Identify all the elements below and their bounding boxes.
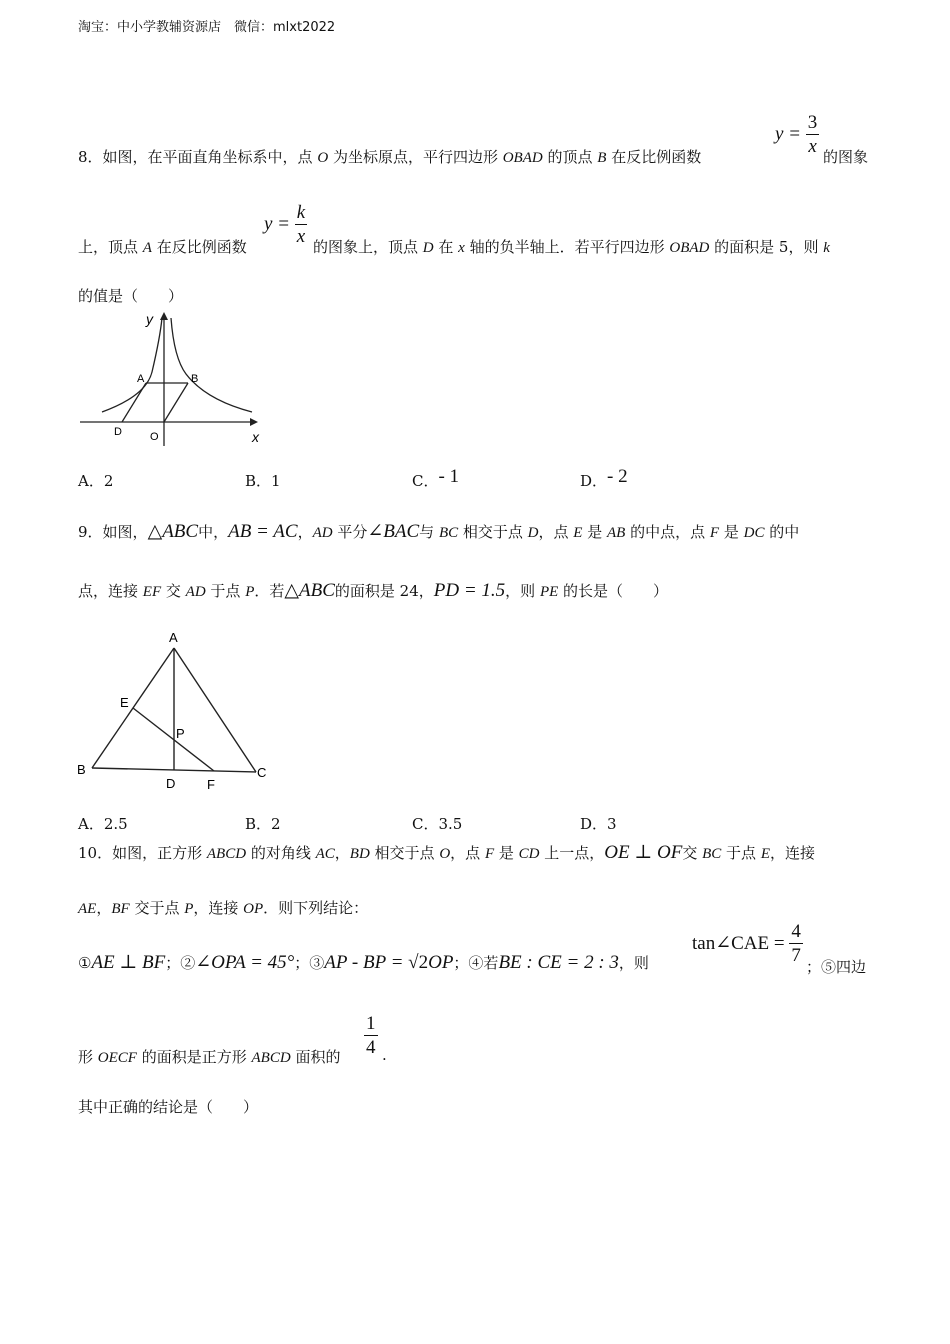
q10-tan-expression: tan∠CAE = $\frac{4}{7}$ bbox=[692, 921, 801, 966]
question-number: 9． bbox=[78, 523, 103, 541]
point-A-label: A bbox=[169, 630, 178, 645]
q9-option-d[interactable]: D．3 bbox=[580, 815, 617, 833]
q10-line-1: 10．如图，正方形 ABCD 的对角线 AC，BD 相交于点 O，点 F 是 CD 上一点，OE ⊥ OF交 BC 于点 E，连接 bbox=[78, 842, 816, 863]
point-E-label: E bbox=[120, 695, 129, 710]
q9-option-a[interactable]: A．2.5 bbox=[78, 815, 128, 833]
y-axis-label: y bbox=[146, 311, 153, 327]
conclusion-1: ①AE ⊥ BF bbox=[78, 952, 166, 973]
q8-function-3-over-x: y = $\frac{3}{x}$ bbox=[775, 112, 818, 157]
q10-one-quarter: $\frac{1}{4}$ bbox=[366, 1013, 376, 1058]
point-F-label: F bbox=[207, 777, 215, 792]
q8-option-b[interactable]: B．1 bbox=[245, 472, 281, 490]
q8-option-a[interactable]: A．2 bbox=[78, 472, 114, 490]
q9-option-c[interactable]: C．3.5 bbox=[412, 815, 463, 833]
q8-line-3: 的值是（ ） bbox=[78, 287, 184, 305]
point-P-label: P bbox=[176, 726, 185, 741]
point-O-label: O bbox=[150, 431, 159, 443]
q9-line-2: 点，连接 EF 交 AD 于点 P．若△ABC的面积是 24，PD = 1.5，则 PE 的长是（ ） bbox=[78, 580, 669, 601]
q10-conclusions-line: ①AE ⊥ BF；②∠OPA = 45°；③AP - BP = √2OP；④若BE : CE = 2 : 3，则 bbox=[78, 952, 649, 973]
point-B-label: B bbox=[77, 762, 86, 777]
point-D-label: D bbox=[114, 426, 122, 438]
q10-line-2: AE，BF 交于点 P，连接 OP．则下列结论： bbox=[78, 899, 369, 917]
question-number: 10． bbox=[78, 844, 113, 862]
point-B-label: B bbox=[191, 373, 199, 385]
point-A-label: A bbox=[137, 373, 145, 385]
conclusion-2: ∠OPA = 45° bbox=[195, 952, 295, 973]
q9-line-1: 9．如图，△ABC中，AB = AC，AD 平分∠BAC与 BC 相交于点 D，点 E 是 AB 的中点，点 F 是 DC 的中 bbox=[78, 521, 800, 542]
q8-figure bbox=[76, 308, 266, 450]
q9-figure bbox=[74, 628, 274, 796]
q8-option-c[interactable]: C．- 1 bbox=[412, 466, 460, 490]
q8-line-2b: 的图象上，顶点 D 在 x 轴的负半轴上．若平行四边形 OBAD 的面积是 5，则 k bbox=[313, 238, 830, 256]
q8-line-1: 8．如图，在平面直角坐标系中，点 O 为坐标原点，平行四边形 OBAD 的顶点 B 在反比例函数 bbox=[78, 148, 702, 166]
q10-line-5: 其中正确的结论是（ ） bbox=[78, 1098, 259, 1116]
q8-option-d[interactable]: D．- 2 bbox=[580, 466, 628, 490]
q9-option-b[interactable]: B．2 bbox=[245, 815, 281, 833]
point-C-label: C bbox=[257, 765, 267, 780]
q8-line-2a: 上，顶点 A 在反比例函数 bbox=[78, 238, 247, 256]
conclusion-3: AP - BP = √2OP bbox=[324, 952, 454, 973]
page-header: 淘宝：中小学教辅资源店 微信：mlxt2022 bbox=[78, 20, 336, 35]
x-axis-label: x bbox=[252, 429, 259, 445]
point-D-label: D bbox=[166, 776, 176, 791]
question-number: 8． bbox=[78, 148, 103, 166]
q8-function-k-over-x: y = $\frac{k}{x}$ bbox=[264, 202, 306, 247]
conclusion-4: BE : CE = 2 : 3 bbox=[498, 952, 619, 973]
q10-line-4: 形 OECF 的面积是正方形 ABCD 面积的 bbox=[78, 1048, 341, 1066]
